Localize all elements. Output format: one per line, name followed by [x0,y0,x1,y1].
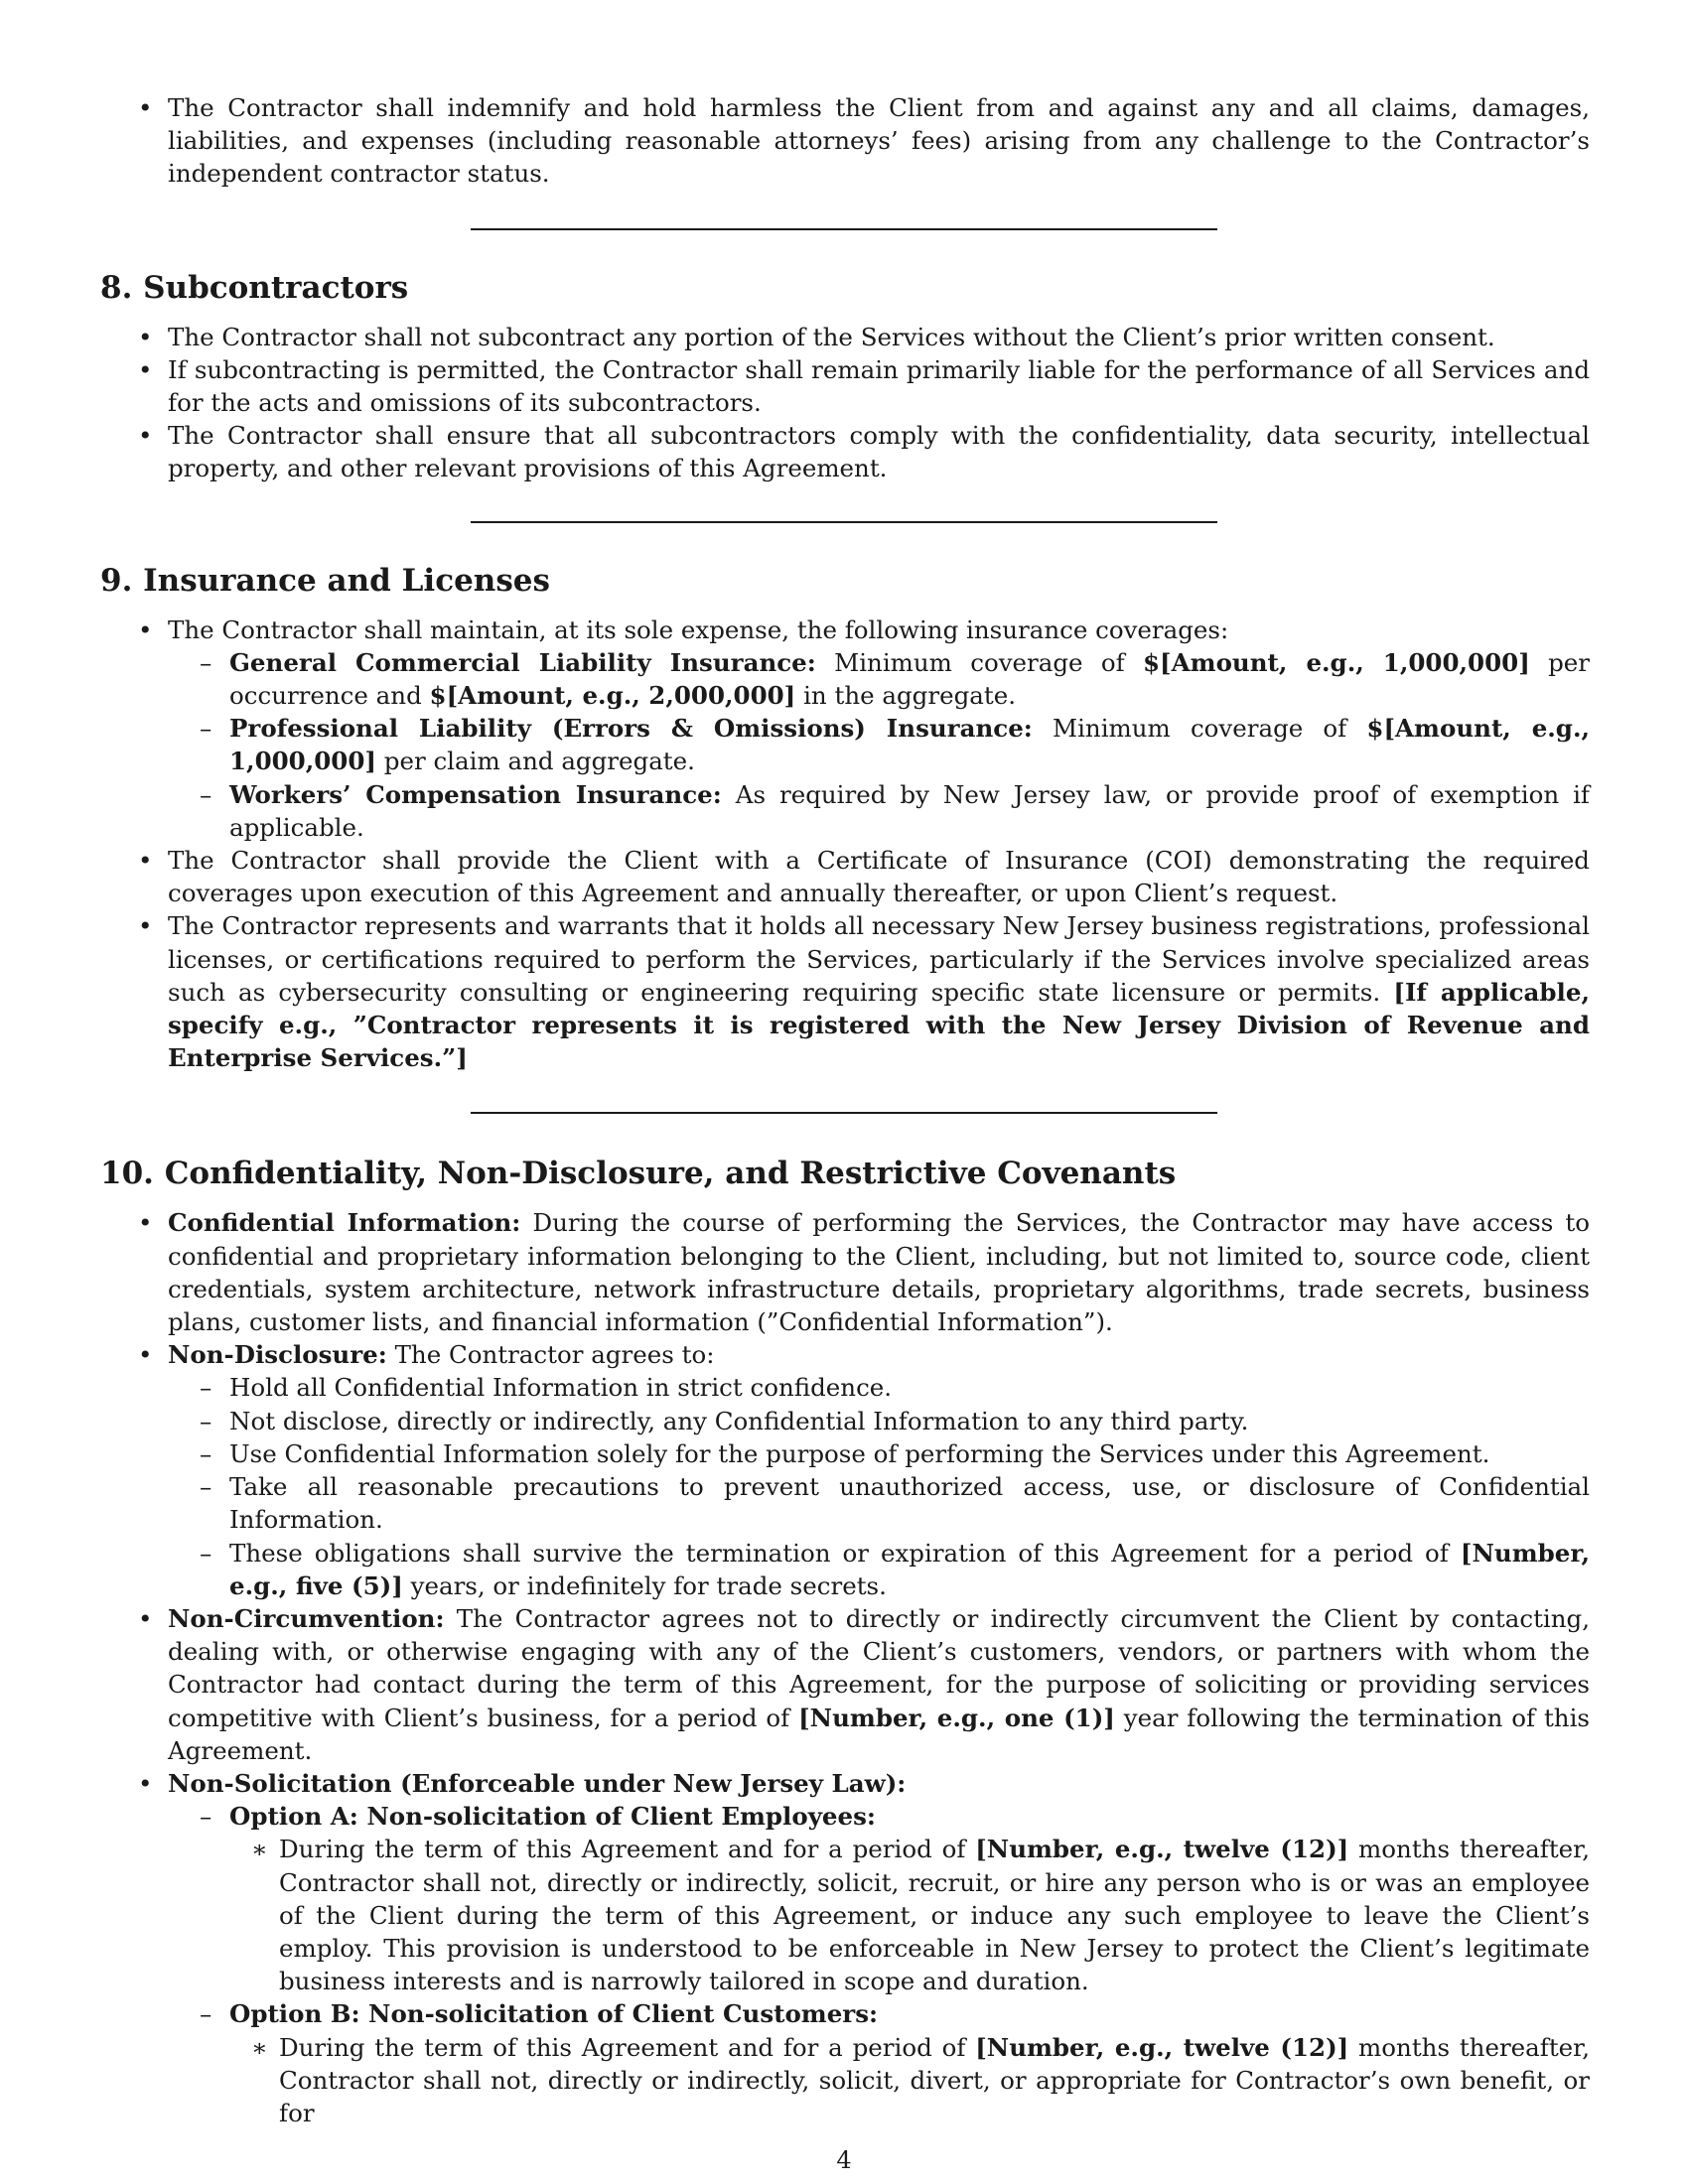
list-item: – Use Confidential Information solely for the purpose of performing the Services under this Agreement. [168,1437,1590,1470]
list-item: ∗ During the term of this Agreement and for a period of [Number, e.g., twelve (12)] months thereafter, Contractor shall not, directly or indirectly, solicit, recruit, or hire any person who is or was an employee of the Client during the term of this Agreement, or induce any such employee to leave the Client’s employ. This provision is understood to be enforceable in New Jersey to protect the Client’s legitimate business interests and is narrowly tailored in scope and duration. [229,1833,1590,1997]
list-item-non-disclosure: • Non-Disclosure: The Contractor agrees to: – Hold all Confidential Information in strict confidence. – Not disclose, directly or indirectly, any Confidential Information to any third party. – Use Confidential Information solely for the purpose of performing the Services under this Agreement. – Take all reasonable precautions to prevent unauthorized access, use, or disclosure of Confidential Information. – These obligations shall survive the termination or expiration of this Agreement for a period of [Number, e.g., five (5)] years, or indefinitely for trade secrets. [100,1338,1590,1602]
coverage-workers-comp: – Workers’ Compensation Insurance: As required by New Jersey law, or provide proof of exemption if applicable. [168,778,1590,844]
coverage-general-liability: – General Commercial Liability Insurance: Minimum coverage of $[Amount, e.g., 1,000,000] per occurrence and $[Amount, e.g., 2,000,000] in the aggregate. [168,646,1590,712]
list-item: • The Contractor represents and warrants that it holds all necessary New Jersey business registrations, professional licenses, or certifications required to perform the Services, particularly if the Services involve specialized areas such as cybersecurity consulting or engineering requiring specific state licensure or permits. [If applicable, specify e.g., ”Contractor represents it is registered with the New Jersey Division of Revenue and Enterprise Services.”] [100,909,1590,1074]
section-heading-subcontractors: 8. Subcontractors [100,269,409,306]
prev-section-tail [100,91,1590,191]
non-solicitation-options [168,1800,1590,2129]
subcontractors-list [100,321,1590,485]
insurance-list [100,614,1590,1075]
non-disclosure-obligations [168,1371,1590,1601]
list-item: – Take all reasonable precautions to prevent unauthorized access, use, or disclosure of Confidential Information. [168,1470,1590,1536]
page-number: 4 [836,2146,852,2174]
list-item: • The Contractor shall provide the Client with a Certificate of Insurance (COI) demonstrating the required coverages upon execution of this Agreement and annually thereafter, or upon Client’s request. [100,844,1590,909]
section-heading-confidentiality: 10. Confidentiality, Non-Disclosure, and Restrictive Covenants [100,1156,1177,1192]
insurance-intro: The Contractor shall maintain, at its sole expense, the following insurance coverages: [168,614,1229,644]
section-divider [471,1112,1217,1114]
section-divider [471,228,1217,230]
list-item: – Hold all Confidential Information in strict confidence. [168,1371,1590,1404]
list-item-non-solicitation: • Non-Solicitation (Enforceable under New Jersey Law): – Option A: Non-solicitation of Client Employees: ∗ During the term of this Agreement and for a period of [Number, e.g., twelve (12)] months thereafter, Contractor shall not, directly or indirectly, solicit, recruit, or hire any person who is or was an employee of the Client during the term of this Agreement, or induce any such employee to leave the Client’s employ. This provision is understood to be enforceable in New Jersey to protect the Client’s legitimate business interests and is narrowly tailored in scope and duration. – Option B: Non-solicitation of Client Customers: ∗ During the term of this Agreement and for a period of [Number, e.g., twelve (12)] months thereafter, Contractor shall not, directly or indirectly, solicit, divert, or appropriate for Contractor’s own benefit, or for [100,1767,1590,2129]
list-item: • The Contractor shall indemnify and hold harmless the Client from and against any and all claims, damages, liabilities, and expenses (including reasonable attorneys’ fees) arising from any challenge to the Contractor’s independent contractor status. [100,91,1590,191]
list-item: – Not disclose, directly or indirectly, any Confidential Information to any third party. [168,1405,1590,1437]
section-heading-insurance: 9. Insurance and Licenses [100,562,550,599]
list-item: • The Contractor shall not subcontract any portion of the Services without the Client’s prior written consent. [100,321,1590,353]
list-item: ∗ During the term of this Agreement and for a period of [Number, e.g., twelve (12)] months thereafter, Contractor shall not, directly or indirectly, solicit, divert, or appropriate for Contractor’s own benefit, or for [229,2031,1590,2130]
option-a: – Option A: Non-solicitation of Client Employees: ∗ During the term of this Agreement and for a period of [Number, e.g., twelve (12)] months thereafter, Contractor shall not, directly or indirectly, solicit, recruit, or hire any person who is or was an employee of the Client during the term of this Agreement, or induce any such employee to leave the Client’s employ. This provision is understood to be enforceable in New Jersey to protect the Client’s legitimate business interests and is narrowly tailored in scope and duration. [168,1800,1590,1997]
section-divider [471,521,1217,523]
list-item-confidential-information: • Confidential Information: During the course of performing the Services, the Contractor may have access to confidential and proprietary information belonging to the Client, including, but not limited to, source code, client credentials, system architecture, network infrastructure details, proprietary algorithms, trade secrets, business plans, customer lists, and financial information (”Confidential Information”). [100,1206,1590,1338]
coverage-professional-liability: – Professional Liability (Errors & Omissions) Insurance: Minimum coverage of $[Amount, e.g., 1,000,000] per claim and aggregate. [168,712,1590,777]
document-page [100,91,1590,2129]
insurance-coverages [168,646,1590,844]
list-item: • If subcontracting is permitted, the Contractor shall remain primarily liable for the performance of all Services and for the acts and omissions of its subcontractors. [100,353,1590,419]
list-item: • The Contractor shall ensure that all subcontractors comply with the confidentiality, data security, intellectual property, and other relevant provisions of this Agreement. [100,419,1590,484]
confidentiality-list [100,1206,1590,2129]
list-item: – These obligations shall survive the termination or expiration of this Agreement for a period of [Number, e.g., five (5)] years, or indefinitely for trade secrets. [168,1537,1590,1602]
list-item-non-circumvention: • Non-Circumvention: The Contractor agrees not to directly or indirectly circumvent the Client by contacting, dealing with, or otherwise engaging with any of the Client’s customers, vendors, or partners with whom the Contractor had contact during the term of this Agreement, for the purpose of soliciting or providing services competitive with Client’s business, for a period of [Number, e.g., one (1)] year following the termination of this Agreement. [100,1602,1590,1767]
option-b: – Option B: Non-solicitation of Client Customers: ∗ During the term of this Agreement and for a period of [Number, e.g., twelve (12)] months thereafter, Contractor shall not, directly or indirectly, solicit, divert, or appropriate for Contractor’s own benefit, or for [168,1997,1590,2129]
list-item [100,614,1590,844]
